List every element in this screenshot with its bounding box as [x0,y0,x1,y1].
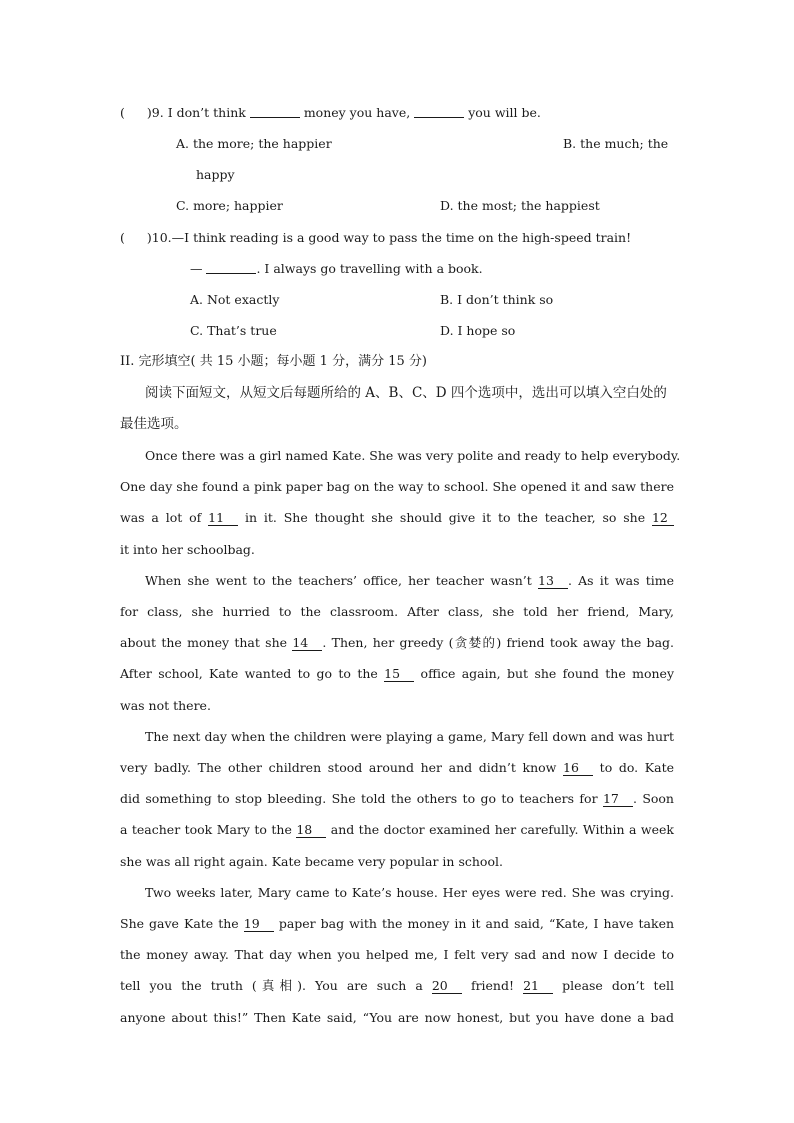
passage-line: a teacher took Mary to the 18 and the doctor examined her carefully. Within a week [120,822,674,837]
blank-17: 17 [603,792,633,807]
option-a: A. Not exactly [190,292,280,307]
passage-line: did something to stop bleeding. She told the others to go to teachers for 17 . Soon [120,791,674,806]
question-number: )9. [146,105,164,120]
blank-14: 14 [292,636,322,651]
blank-16: 16 [563,761,593,776]
passage-line: the money away. That day when you helped me, I felt very sad and now I decide to [120,947,674,962]
passage-line: was a lot of 11 in it. She thought she should give it to the teacher, so she 12 [120,510,674,526]
passage-line: When she went to the teachers’ office, her teacher wasn’t 13 . As it was time [145,573,674,588]
option-d: D. the most; the happiest [440,198,600,213]
option-d: D. I hope so [440,323,516,338]
option-c: C. That’s true [190,323,277,338]
option-c: C. more; happier [176,198,283,213]
question-9: ( )9. I don’t think money you have, you will be. [120,105,541,120]
section-instructions-cont: 最佳选项。 [120,416,188,432]
option-b: B. I don’t think so [440,292,554,307]
blank-12: 12 [652,511,674,526]
passage-line: very badly. The other children stood around her and didn’t know 16 to do. Kate [120,760,674,775]
question-10-reply: — . I always go travelling with a book. [190,261,483,276]
question-10: ( )10.—I think reading is a good way to pass the time on the high-speed train! [120,230,632,245]
passage-line: Once there was a girl named Kate. She was very polite and ready to help everybody. [145,448,681,463]
question-number: )10. [146,230,172,245]
answer-paren[interactable]: ( [120,230,125,245]
blank-19: 19 [244,917,274,932]
answer-blank [250,105,300,118]
option-b: B. the much; the [563,136,669,151]
passage-line: After school, Kate wanted to go to the 15 office again, but she found the money [120,666,675,681]
answer-blank [206,261,256,274]
answer-paren[interactable]: ( [120,105,125,120]
blank-15: 15 [384,667,414,682]
section-heading: II. 完形填空( 共 15 小题；每小题 1 分，满分 15 分) [120,354,427,369]
passage-line: was not there. [120,698,211,713]
blank-18: 18 [296,823,326,838]
passage-line: She gave Kate the 19 paper bag with the money in it and said, “Kate, I have taken [120,916,675,931]
passage-line: about the money that she 14 . Then, her greedy (贪婪的) friend took away the bag. [120,635,674,650]
passage-line: it into her schoolbag. [120,542,255,557]
blank-20: 20 [432,979,462,994]
passage-line: One day she found a pink paper bag on the way to school. She opened it and saw there [120,479,674,494]
option-b-continued: happy [196,167,235,182]
passage-line: tell you the truth (真相). You are such a 20 friend! 21 please don’t tell [120,978,674,993]
passage-line: for class, she hurried to the classroom. After class, she told her friend, Mary, [120,604,674,619]
blank-21: 21 [523,979,553,994]
answer-blank [414,105,464,118]
passage-line: she was all right again. Kate became very popular in school. [120,854,503,869]
passage-line: anyone about this!” Then Kate said, “You are now honest, but you have done a bad [120,1010,674,1025]
passage-line: Two weeks later, Mary came to Kate’s house. Her eyes were red. She was crying. [145,885,674,900]
blank-13: 13 [538,574,568,589]
option-a: A. the more; the happier [176,136,332,151]
section-instructions: 阅读下面短文，从短文后每题所给的 A、B、C、D 四个选项中，选出可以填入空白处的 [145,385,667,401]
passage-line: The next day when the children were playing a game, Mary fell down and was hurt [145,729,674,744]
blank-11: 11 [208,511,238,526]
